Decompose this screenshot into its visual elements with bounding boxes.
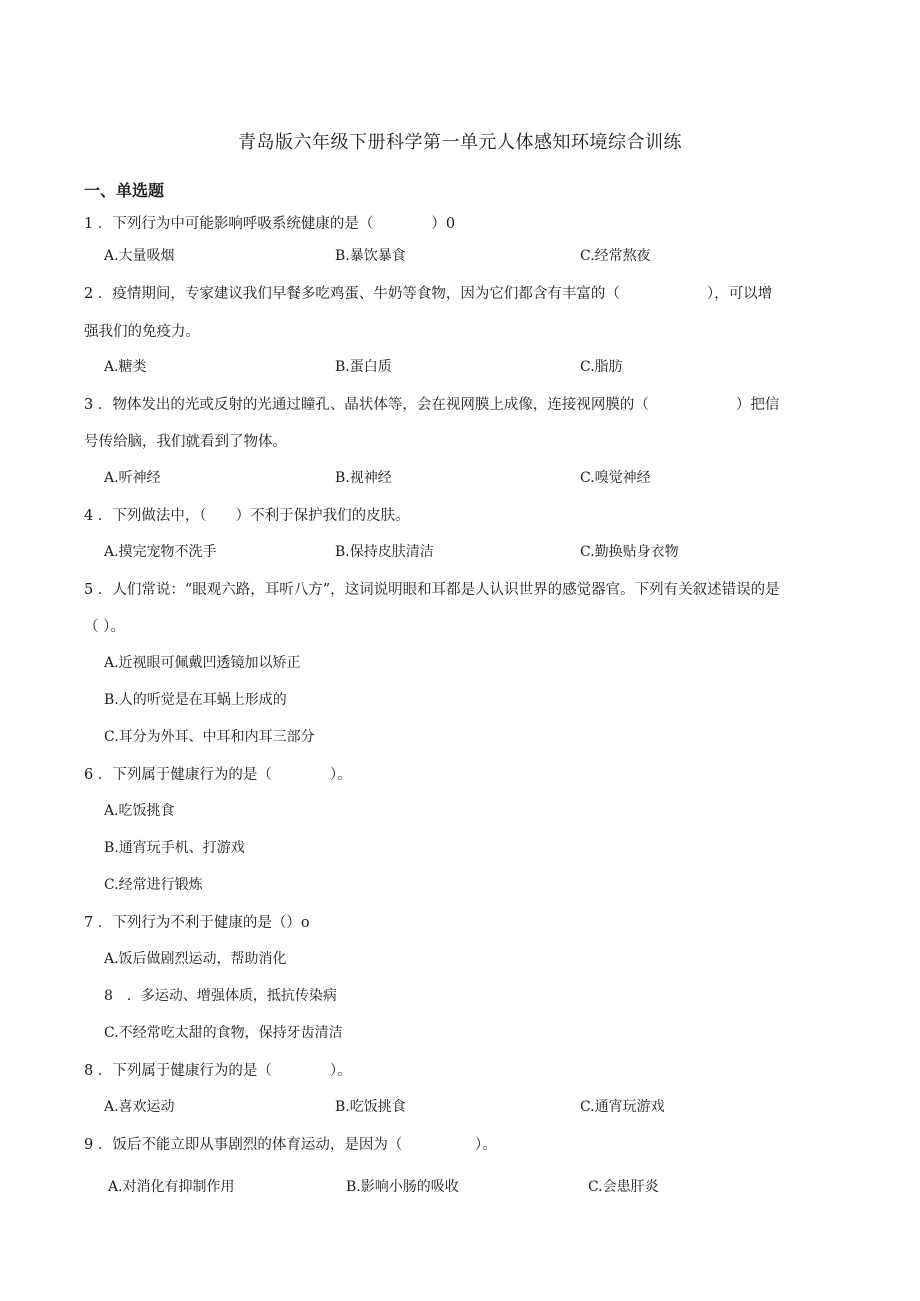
- q5-option-c: C.耳分为外耳、中耳和内耳三部分: [104, 729, 315, 745]
- q7-option-b: 8 ．多运动、增强体质，抵抗传染病: [104, 988, 337, 1004]
- q2-option-b: B.蛋白质: [335, 359, 392, 375]
- q7-option-a: A.饭后做剧烈运动，帮助消化: [104, 951, 287, 967]
- q1-option-a: A.大量吸烟: [104, 248, 175, 264]
- question-2-line-1: 2 ．疫情期间，专家建议我们早餐多吃鸡蛋、牛奶等食物，因为它们都含有丰富的（ ），可以增: [84, 286, 773, 302]
- q4-option-b: B.保持皮肤清洁: [335, 544, 434, 560]
- question-4: 4 ．下列做法中，（ ）不利于保护我们的皮肤。: [84, 508, 410, 524]
- q8-option-b: B.吃饭挑食: [335, 1099, 406, 1115]
- q6-option-b: B.通宵玩手机、打游戏: [104, 840, 245, 856]
- q4-option-c: C.勤换贴身衣物: [580, 544, 679, 560]
- q7-option-c: C.不经常吃太甜的食物，保持牙齿清洁: [104, 1025, 343, 1041]
- document-title: 青岛版六年级下册科学第一单元人体感知环境综合训练: [238, 132, 682, 153]
- question-6: 6 ．下列属于健康行为的是（ ）。: [84, 767, 352, 783]
- question-3-line-1: 3 ．物体发出的光或反射的光通过瞳孔、晶状体等，会在视网膜上成像，连接视网膜的（ ）把信: [84, 397, 780, 413]
- section-heading: 一、单选题: [84, 181, 165, 200]
- q8-option-a: A.喜欢运动: [104, 1099, 175, 1115]
- question-7: 7 ．下列行为不利于健康的是（）o: [84, 915, 310, 931]
- q5-option-a: A.近视眼可佩戴凹透镜加以矫正: [104, 655, 301, 671]
- question-5-line-2: （ ）。: [84, 619, 125, 635]
- q3-option-b: B.视神经: [335, 470, 392, 486]
- q9-option-a: A.对消化有抑制作用: [108, 1179, 235, 1195]
- question-5-line-1: 5 ．人们常说：“眼观六路，耳听八方”，这词说明眼和耳都是人认识世界的感觉器官。下列有关叙述错误的是: [84, 582, 780, 598]
- question-2-line-2: 强我们的免疫力。: [84, 324, 200, 340]
- q2-option-c: C.脂肪: [580, 359, 623, 375]
- q6-option-a: A.吃饭挑食: [104, 803, 175, 819]
- q6-option-c: C.经常进行锻炼: [104, 877, 203, 893]
- q8-option-c: C.通宵玩游戏: [580, 1099, 665, 1115]
- q2-option-a: A.糖类: [104, 359, 147, 375]
- q9-option-b: B.影响小肠的吸收: [346, 1179, 459, 1195]
- q1-option-b: B.暴饮暴食: [335, 248, 406, 264]
- q1-option-c: C.经常熬夜: [580, 248, 651, 264]
- q4-option-a: A.摸完宠物不洗手: [104, 544, 217, 560]
- question-3-line-2: 号传给脑，我们就看到了物体。: [84, 434, 287, 450]
- question-1: 1 ．下列行为中可能影响呼吸系统健康的是（ ）0: [84, 216, 456, 232]
- question-8: 8 ．下列属于健康行为的是（ ）。: [84, 1063, 352, 1079]
- q5-option-b: B.人的听觉是在耳蜗上形成的: [104, 692, 287, 708]
- q3-option-c: C.嗅觉神经: [580, 470, 651, 486]
- q9-option-c: C.会患肝炎: [588, 1179, 659, 1195]
- q3-option-a: A.听神经: [104, 470, 161, 486]
- question-9: 9 ．饭后不能立即从事剧烈的体育运动，是因为（ ）。: [84, 1137, 497, 1153]
